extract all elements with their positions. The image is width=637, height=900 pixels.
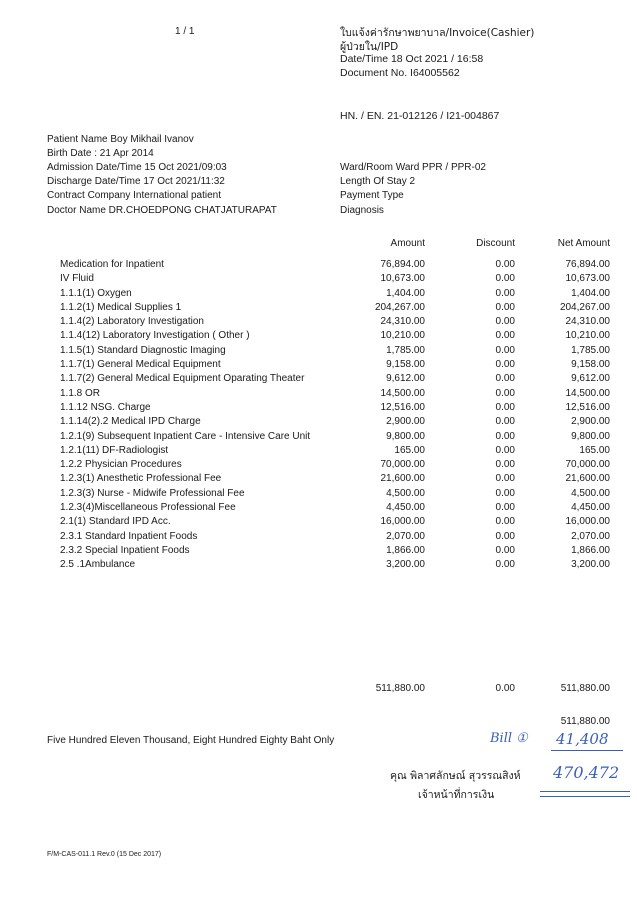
patient-name: Patient Name Boy Mikhail Ivanov xyxy=(47,134,194,145)
item-amount: 70,000.00 xyxy=(380,459,425,471)
item-net-amount: 10,210.00 xyxy=(565,330,610,342)
table-row xyxy=(0,430,637,444)
table-row xyxy=(0,301,637,315)
item-description: 1.2.3(1) Anesthetic Professional Fee xyxy=(60,473,222,485)
item-amount: 10,210.00 xyxy=(380,330,425,342)
item-net-amount: 10,673.00 xyxy=(565,273,610,285)
table-row xyxy=(0,287,637,301)
table-row xyxy=(0,315,637,329)
admission-datetime: Admission Date/Time 15 Oct 2021/09:03 xyxy=(47,162,227,173)
total-amount: 511,880.00 xyxy=(375,683,425,694)
handwritten-double-underline-bottom xyxy=(540,796,630,797)
item-description: 1.1.12 NSG. Charge xyxy=(60,401,151,413)
item-discount: 0.00 xyxy=(495,344,515,356)
column-header-discount: Discount xyxy=(476,238,515,249)
item-net-amount: 9,158.00 xyxy=(571,359,610,371)
item-description: 1.1.5(1) Standard Diagnostic Imaging xyxy=(60,344,226,356)
item-net-amount: 12,516.00 xyxy=(565,401,610,413)
item-amount: 76,894.00 xyxy=(380,259,425,270)
handwritten-bill-amount: 41,408 xyxy=(556,730,609,748)
item-amount: 4,450.00 xyxy=(386,502,425,514)
item-discount: 0.00 xyxy=(495,359,515,371)
item-discount: 0.00 xyxy=(495,259,515,270)
item-discount: 0.00 xyxy=(495,430,515,442)
item-net-amount: 14,500.00 xyxy=(565,387,610,399)
item-amount: 1,404.00 xyxy=(386,287,425,299)
charges-table xyxy=(0,258,637,573)
table-row xyxy=(0,544,637,558)
item-discount: 0.00 xyxy=(495,530,515,542)
item-net-amount: 9,800.00 xyxy=(571,430,610,442)
doctor-name: Doctor Name DR.CHOEDPONG CHATJATURAPAT xyxy=(47,205,277,216)
item-amount: 3,200.00 xyxy=(386,559,425,571)
item-description: 2.3.2 Special Inpatient Foods xyxy=(60,544,190,556)
item-discount: 0.00 xyxy=(495,273,515,285)
item-discount: 0.00 xyxy=(495,559,515,571)
table-row xyxy=(0,372,637,386)
item-description: IV Fluid xyxy=(60,273,94,285)
table-row xyxy=(0,344,637,358)
item-discount: 0.00 xyxy=(495,387,515,399)
item-description: 1.2.2 Physician Procedures xyxy=(60,459,182,471)
hn-en-number: HN. / EN. 21-012126 / I21-004867 xyxy=(340,110,500,122)
item-net-amount: 24,310.00 xyxy=(565,316,610,328)
column-header-amount: Amount xyxy=(390,238,425,249)
item-description: 2.5 .1Ambulance xyxy=(60,559,136,571)
item-amount: 2,900.00 xyxy=(386,416,425,428)
cashier-title: เจ้าหน้าที่การเงิน xyxy=(418,789,495,801)
table-row xyxy=(0,558,637,572)
diagnosis: Diagnosis xyxy=(340,205,384,216)
table-row xyxy=(0,401,637,415)
item-description: 1.1.4(2) Laboratory Investigation xyxy=(60,316,204,328)
table-row xyxy=(0,487,637,501)
item-description: 1.1.1(1) Oxygen xyxy=(60,287,132,299)
item-discount: 0.00 xyxy=(495,330,515,342)
handwritten-bill-label: Bill ① xyxy=(490,731,528,746)
document-number: Document No. I64005562 xyxy=(340,67,460,79)
item-net-amount: 3,200.00 xyxy=(571,559,610,571)
table-row xyxy=(0,530,637,544)
item-description: Medication for Inpatient xyxy=(60,259,164,270)
item-net-amount: 21,600.00 xyxy=(565,473,610,485)
item-description: 2.1(1) Standard IPD Acc. xyxy=(60,516,171,528)
table-row xyxy=(0,272,637,286)
item-discount: 0.00 xyxy=(495,416,515,428)
table-row xyxy=(0,501,637,515)
item-amount: 21,600.00 xyxy=(380,473,425,485)
handwritten-underline xyxy=(551,750,623,751)
payment-type: Payment Type xyxy=(340,190,404,201)
item-amount: 4,500.00 xyxy=(386,487,425,499)
table-row xyxy=(0,415,637,429)
item-net-amount: 165.00 xyxy=(579,444,610,456)
item-net-amount: 2,070.00 xyxy=(571,530,610,542)
item-discount: 0.00 xyxy=(495,301,515,313)
discharge-datetime: Discharge Date/Time 17 Oct 2021/11:32 xyxy=(47,176,225,187)
table-row xyxy=(0,515,637,529)
table-row xyxy=(0,358,637,372)
item-net-amount: 16,000.00 xyxy=(565,516,610,528)
contract-company: Contract Company International patient xyxy=(47,190,221,201)
item-discount: 0.00 xyxy=(495,516,515,528)
item-discount: 0.00 xyxy=(495,373,515,385)
item-net-amount: 4,450.00 xyxy=(571,502,610,514)
item-discount: 0.00 xyxy=(495,401,515,413)
item-description: 1.1.7(2) General Medical Equipment Oparating Theater xyxy=(60,373,305,385)
table-row xyxy=(0,444,637,458)
invoice-title: ใบแจ้งค่ารักษาพยาบาล/Invoice(Cashier) xyxy=(340,27,535,39)
item-discount: 0.00 xyxy=(495,502,515,514)
item-discount: 0.00 xyxy=(495,444,515,456)
item-discount: 0.00 xyxy=(495,487,515,499)
item-net-amount: 1,404.00 xyxy=(571,287,610,299)
item-amount: 1,785.00 xyxy=(386,344,425,356)
item-amount: 9,158.00 xyxy=(386,359,425,371)
handwritten-double-underline-top xyxy=(540,791,630,792)
invoice-subtitle: ผู้ป่วยใน/IPD xyxy=(340,41,399,53)
item-description: 1.1.7(1) General Medical Equipment xyxy=(60,359,221,371)
item-amount: 12,516.00 xyxy=(380,401,425,413)
item-net-amount: 70,000.00 xyxy=(565,459,610,471)
item-amount: 165.00 xyxy=(394,444,425,456)
item-description: 1.1.4(12) Laboratory Investigation ( Other ) xyxy=(60,330,250,342)
table-row xyxy=(0,458,637,472)
birth-date: Birth Date : 21 Apr 2014 xyxy=(47,148,154,159)
item-description: 1.1.2(1) Medical Supplies 1 xyxy=(60,301,182,313)
table-row xyxy=(0,258,637,272)
item-amount: 204,267.00 xyxy=(374,301,425,313)
item-description: 2.3.1 Standard Inpatient Foods xyxy=(60,530,198,542)
table-row xyxy=(0,329,637,343)
item-amount: 24,310.00 xyxy=(380,316,425,328)
item-net-amount: 76,894.00 xyxy=(565,259,610,270)
column-header-net-amount: Net Amount xyxy=(557,238,610,249)
cashier-name: คุณ พิลาศลักษณ์ สุวรรณสิงห์ xyxy=(390,770,521,782)
total-discount: 0.00 xyxy=(495,683,515,694)
length-of-stay: Length Of Stay 2 xyxy=(340,176,416,187)
page-indicator: 1 / 1 xyxy=(175,26,195,37)
handwritten-sum-amount: 470,472 xyxy=(553,763,620,782)
item-net-amount: 4,500.00 xyxy=(571,487,610,499)
item-net-amount: 1,785.00 xyxy=(571,344,610,356)
item-amount: 14,500.00 xyxy=(380,387,425,399)
item-amount: 9,800.00 xyxy=(386,430,425,442)
item-amount: 9,612.00 xyxy=(386,373,425,385)
item-description: 1.2.1(9) Subsequent Inpatient Care - Intensive Care Unit xyxy=(60,430,311,442)
item-net-amount: 204,267.00 xyxy=(559,301,610,313)
grand-net-amount: 511,880.00 xyxy=(560,716,610,727)
item-description: 1.1.14(2).2 Medical IPD Charge xyxy=(60,416,201,428)
table-row xyxy=(0,387,637,401)
item-amount: 1,866.00 xyxy=(386,544,425,556)
table-row xyxy=(0,472,637,486)
item-net-amount: 9,612.00 xyxy=(571,373,610,385)
item-amount: 2,070.00 xyxy=(386,530,425,542)
item-discount: 0.00 xyxy=(495,544,515,556)
ward-room: Ward/Room Ward PPR / PPR-02 xyxy=(340,162,486,173)
item-description: 1.1.8 OR xyxy=(60,387,101,399)
item-amount: 10,673.00 xyxy=(380,273,425,285)
item-description: 1.2.1(11) DF-Radiologist xyxy=(60,444,169,456)
item-net-amount: 2,900.00 xyxy=(571,416,610,428)
amount-in-words: Five Hundred Eleven Thousand, Eight Hundred Eighty Baht Only xyxy=(47,735,335,746)
invoice-datetime: Date/Time 18 Oct 2021 / 16:58 xyxy=(340,53,484,65)
item-discount: 0.00 xyxy=(495,316,515,328)
item-discount: 0.00 xyxy=(495,459,515,471)
item-description: 1.2.3(4)Miscellaneous Professional Fee xyxy=(60,502,236,514)
form-code: F/M-CAS-011.1 Rev.0 (15 Dec 2017) xyxy=(47,851,162,858)
item-net-amount: 1,866.00 xyxy=(571,544,610,556)
item-discount: 0.00 xyxy=(495,287,515,299)
total-net-amount: 511,880.00 xyxy=(560,683,610,694)
item-amount: 16,000.00 xyxy=(380,516,425,528)
item-description: 1.2.3(3) Nurse - Midwife Professional Fee xyxy=(60,487,245,499)
item-discount: 0.00 xyxy=(495,473,515,485)
